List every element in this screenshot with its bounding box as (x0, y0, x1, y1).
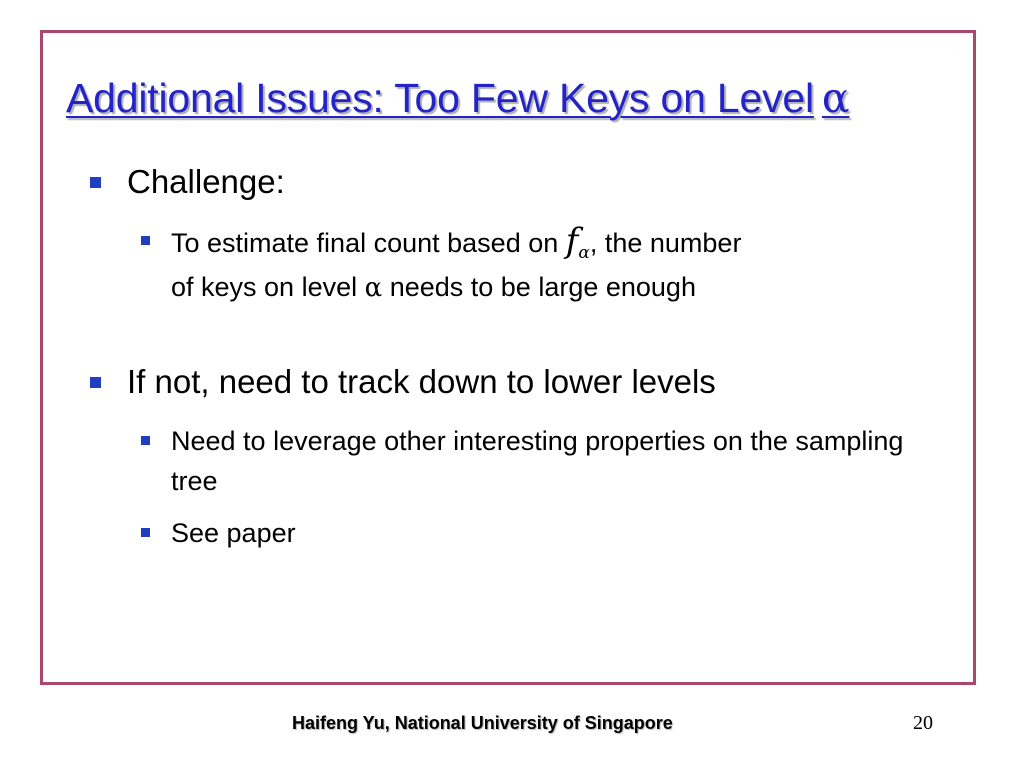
sub-bullet-line2-after: needs to be large enough (389, 272, 696, 302)
sub-bullet-marker (141, 528, 150, 537)
sub-bullet-marker (141, 436, 150, 445)
sub-bullet-line-1 (171, 221, 911, 267)
sub-bullet-text (171, 221, 911, 308)
sub-bullet-text-after: , the number (589, 228, 742, 258)
bullet-text: Challenge: (127, 163, 285, 200)
page-number: 20 (913, 712, 933, 734)
bullet-marker (90, 377, 101, 388)
bullet-marker (90, 177, 101, 188)
sub-bullet-text: See paper (171, 518, 296, 548)
sub-bullet-text-before: To estimate final count based on (171, 228, 559, 258)
slide-title-text: Additional Issues: Too Few Keys on Level (66, 75, 814, 121)
slide-title-symbol: α (821, 74, 850, 122)
math-subscript: α (578, 243, 590, 263)
slide-frame (40, 30, 976, 685)
slide-title (66, 74, 849, 122)
footer-author: Haifeng Yu, National University of Singapore (292, 713, 673, 733)
bullet-text: If not, need to track down to lower levels (127, 363, 716, 400)
sub-bullet-line-2 (171, 267, 911, 308)
math-f-alpha (565, 221, 590, 263)
sub-bullet-line2-before: of keys on level (171, 272, 358, 302)
alpha-symbol: α (364, 273, 383, 303)
sub-bullet-marker (141, 236, 150, 245)
math-base: f (565, 221, 579, 261)
sub-bullet-text: Need to leverage other interesting properties on the sampling tree (171, 426, 904, 496)
